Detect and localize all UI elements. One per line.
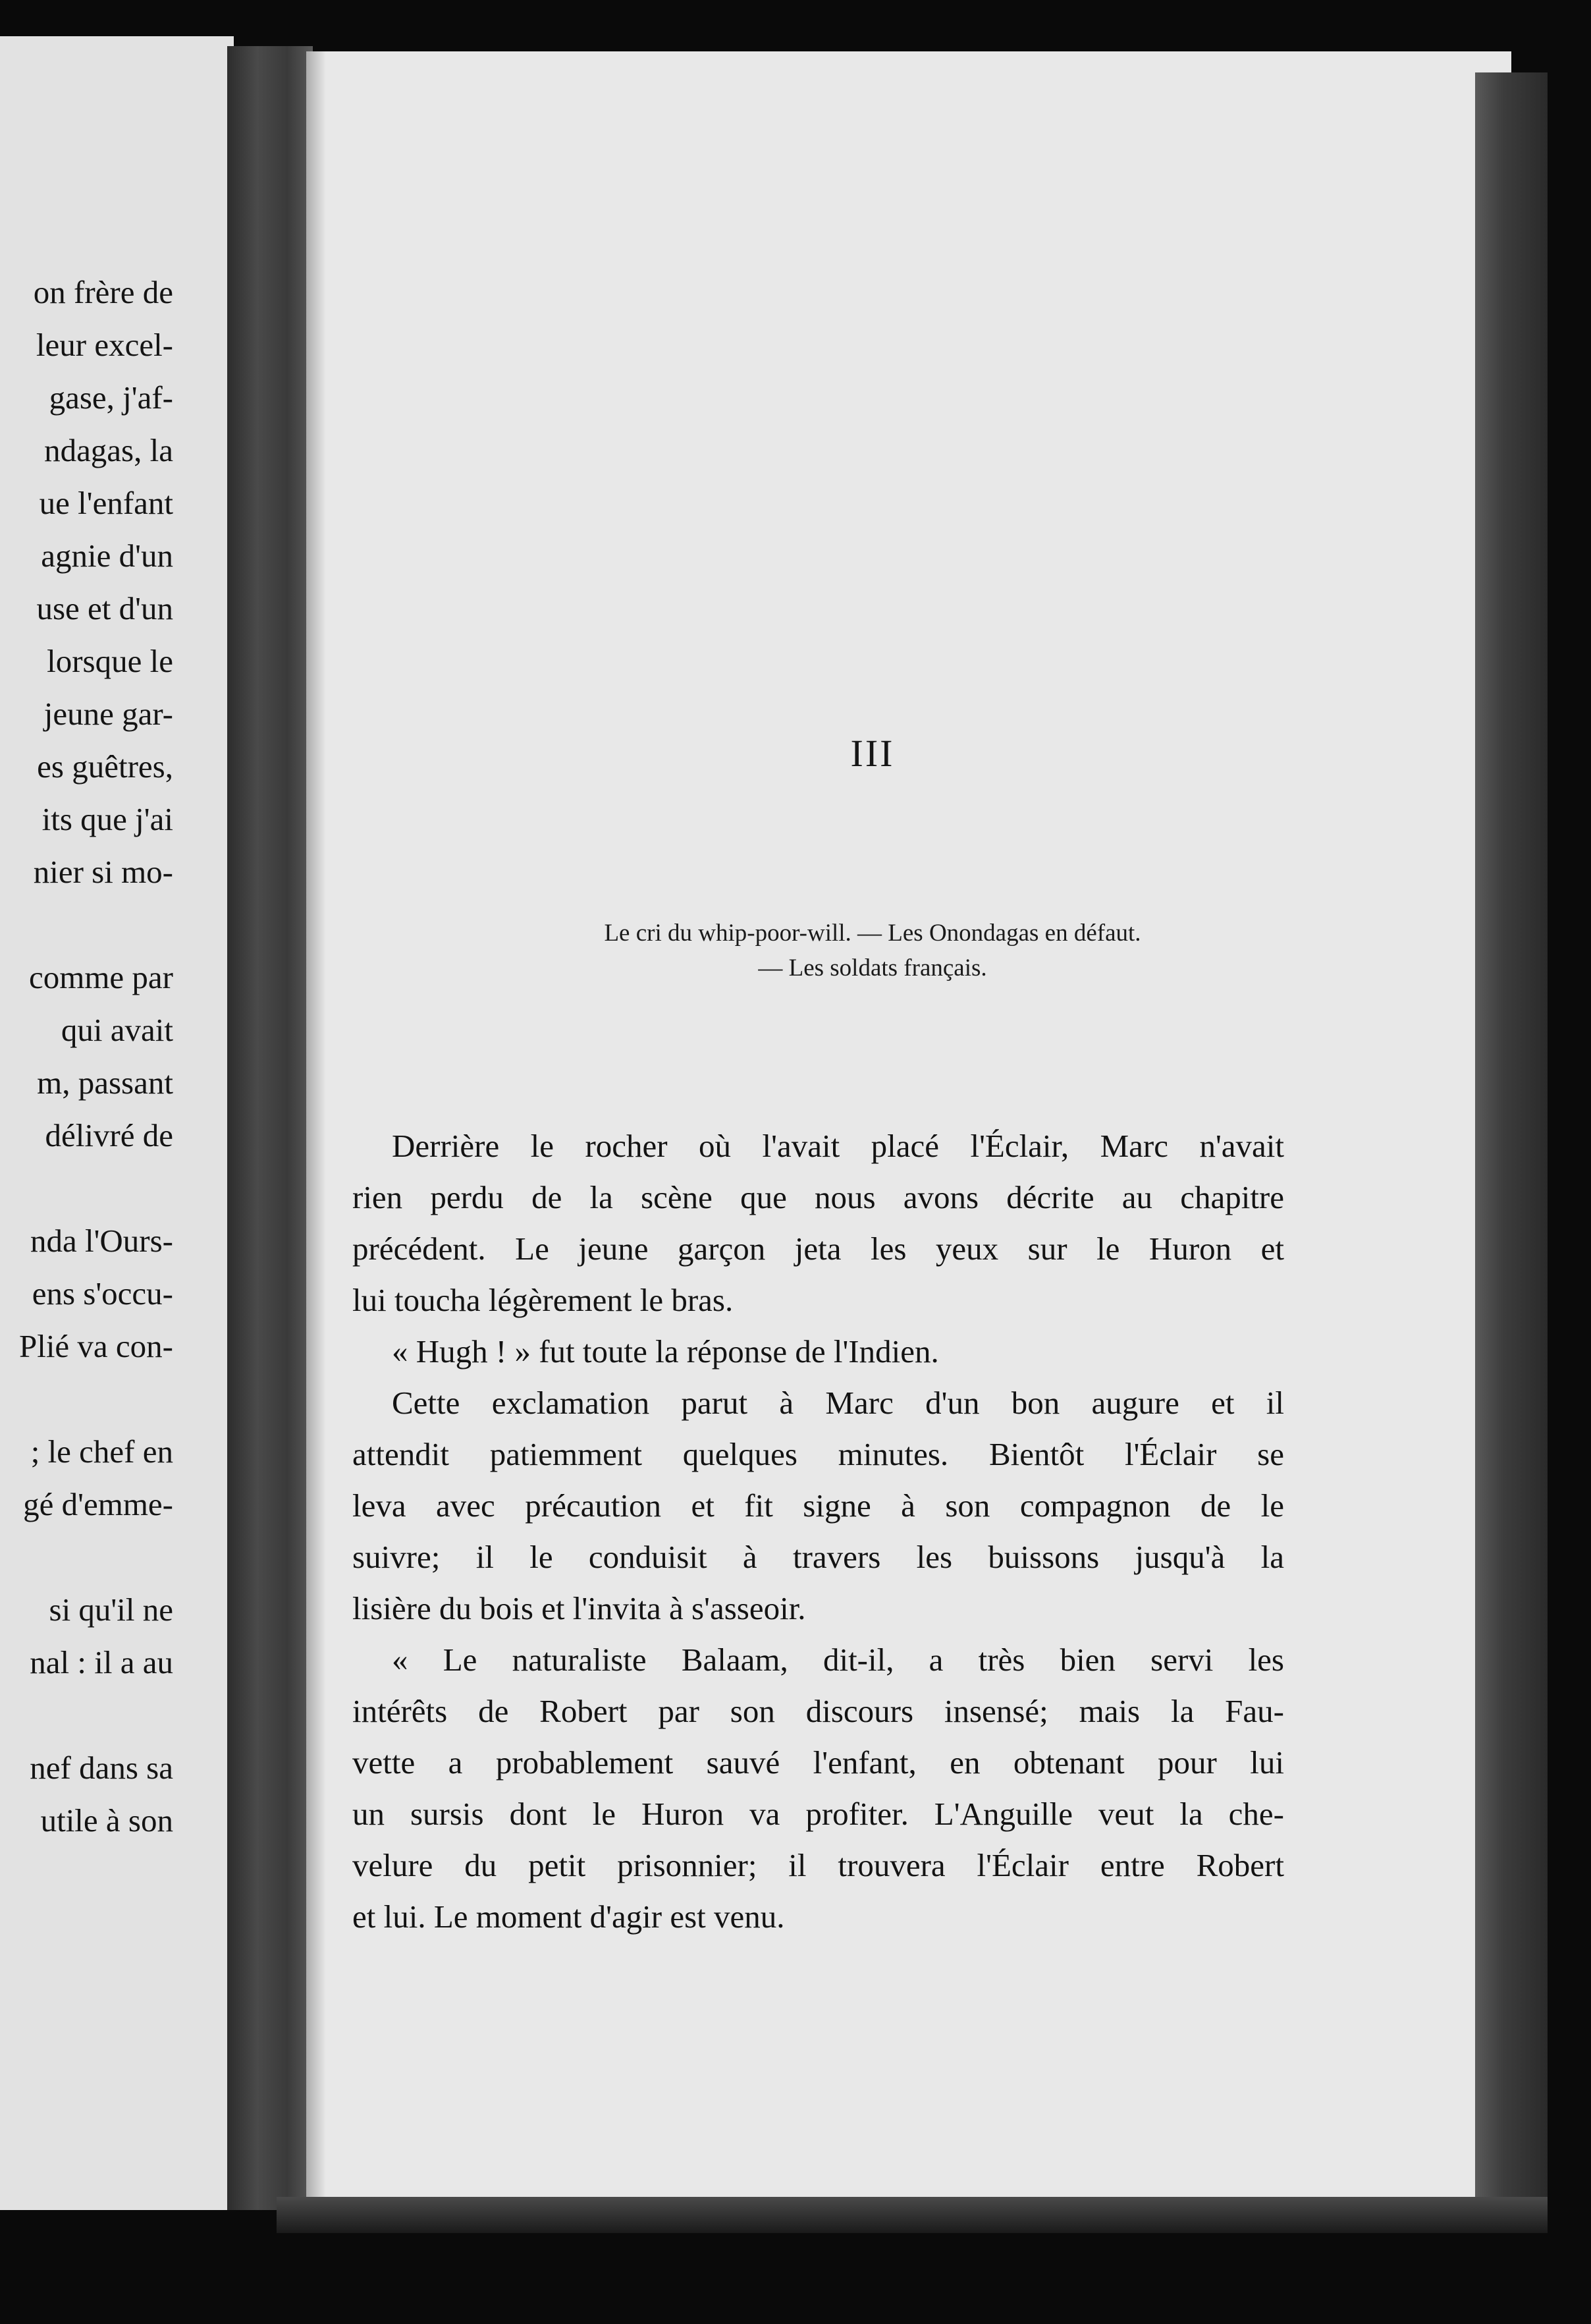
left-page [0, 36, 234, 2210]
left-line: utile à son [40, 1802, 173, 1839]
body-line: vette a probablement sauvé l'enfant, en obtenant pour lui [352, 1744, 1284, 1781]
summary-line: Le cri du whip-poor-will. — Les Onondagas en défaut. [604, 920, 1141, 947]
body-line: leva avec précaution et fit signe à son compagnon de le [352, 1487, 1284, 1524]
page-shadow [306, 51, 326, 2219]
body-line: lisière du bois et l'invita à s'asseoir. [352, 1590, 806, 1626]
left-line: ndagas, la [44, 432, 173, 468]
left-line: gé d'emme- [23, 1486, 173, 1522]
left-line: use et d'un [36, 590, 173, 626]
page-edge [1475, 72, 1548, 2220]
chapter-summary [461, 919, 1284, 989]
body-line: rien perdu de la scène que nous avons décrite au chapitre [352, 1179, 1284, 1215]
left-line: gase, j'af- [49, 379, 173, 416]
left-line: comme par [28, 959, 173, 995]
body-line: Derrière le rocher où l'avait placé l'Éclair, Marc n'avait [392, 1128, 1284, 1164]
left-line: its que j'ai [41, 801, 173, 837]
summary-line: — Les soldats français. [758, 954, 987, 982]
left-line: ens s'occu- [32, 1275, 173, 1312]
left-line: ; le chef en [30, 1433, 173, 1470]
left-line: leur excel- [36, 327, 173, 363]
book-gutter [227, 46, 313, 2210]
left-line: nda l'Ours- [30, 1223, 173, 1259]
chapter-number: III [850, 732, 895, 775]
body-line: un sursis dont le Huron va profiter. L'Anguille veut la che- [352, 1796, 1284, 1832]
left-line: on frère de [33, 274, 173, 310]
body-line: suivre; il le conduisit à travers les buissons jusqu'à la [352, 1539, 1284, 1575]
page-bottom-edge [277, 2197, 1548, 2233]
body-line: Cette exclamation parut à Marc d'un bon augure et il [392, 1385, 1284, 1421]
left-line: agnie d'un [41, 538, 173, 574]
left-line: nef dans sa [30, 1750, 173, 1786]
left-line: nal : il a au [30, 1644, 173, 1680]
body-line: et lui. Le moment d'agir est venu. [352, 1898, 785, 1935]
left-line: jeune gar- [43, 696, 173, 732]
left-line: délivré de [45, 1117, 173, 1153]
left-line: qui avait [61, 1012, 173, 1048]
body-line: attendit patiemment quelques minutes. Bientôt l'Éclair se [352, 1436, 1284, 1472]
body-line: « Hugh ! » fut toute la réponse de l'Indien. [392, 1333, 939, 1370]
body-line: lui toucha légèrement le bras. [352, 1282, 734, 1318]
left-line: si qu'il ne [49, 1591, 173, 1628]
left-line: nier si mo- [33, 854, 173, 890]
left-line: lorsque le [47, 643, 173, 679]
left-line: m, passant [37, 1065, 173, 1101]
body-line: velure du petit prisonnier; il trouvera l'Éclair entre Robert [352, 1847, 1284, 1883]
left-line: ue l'enfant [39, 485, 173, 521]
body-line: intérêts de Robert par son discours insensé; mais la Fau- [352, 1693, 1284, 1729]
body-line: précédent. Le jeune garçon jeta les yeux sur le Huron et [352, 1231, 1284, 1267]
body-line: « Le naturaliste Balaam, dit-il, a très bien servi les [392, 1642, 1284, 1678]
left-line: es guêtres, [37, 748, 173, 785]
left-line: Plié va con- [18, 1328, 173, 1364]
